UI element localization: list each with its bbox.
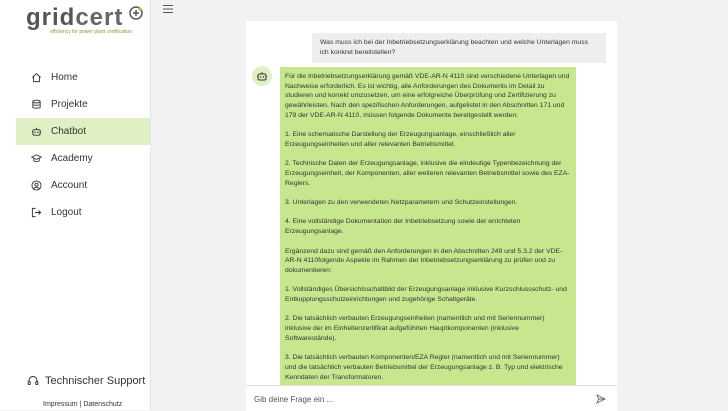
bot-paragraph: 1. Vollständiges Übersichtsschaltbild der Erzeugungsanlage inklusive Kurzschlussschutz- und Entkupplungsschutzeinrichtungen und zugehörige Schaltgeräte. (285, 286, 567, 304)
sidebar-item-projekte[interactable] (16, 91, 150, 118)
logo-mark-icon (129, 6, 143, 20)
bot-paragraph: 3. Unterlagen zu den verwendeten Netzparametern und Schutzeinstellungen. (285, 199, 518, 207)
menu-icon[interactable] (162, 4, 174, 14)
logo[interactable] (26, 4, 146, 36)
sidebar-item-label: Chatbot (51, 126, 87, 137)
bot-paragraph: Für die Inbetriebsetzungserklärung gemäß VDE-AR-N 4110 sind verschiedene Unterlagen und Nachweise erforderlich. Es ist wichtig, alle Anforderungen des Dokuments im Detail zu studieren und korrekt umzusetzen, um eine erfolgreiche Überprüfung und Zertifizierung zu gewährleisten. Nach den spezifischen Anforderungen, aufgelistet in den Abschnitten 171 und 179 der VDE-AR-N 4110, müssen folgende Dokumente bereitgestellt werden: (285, 73, 570, 119)
bot-paragraph: 4. Eine vollständige Dokumentation der Inbetriebsetzung sowie der errichteten Erzeugungsanlage. (285, 218, 521, 236)
sidebar-item-label: Academy (51, 153, 93, 164)
graduation-cap-icon (31, 153, 42, 164)
sidebar-item-academy[interactable] (16, 145, 150, 172)
sidebar-item-logout[interactable] (16, 199, 150, 226)
sidebar-item-label: Home (51, 72, 78, 83)
chat-input-bar (246, 385, 617, 411)
robot-icon (256, 70, 268, 82)
chat-panel (246, 21, 617, 385)
user-message: Was muss ich bei der Inbetriebsetzungserklärung beachten und welche Unterlagen muss ich konkret bereitstellen? (312, 33, 606, 63)
send-icon[interactable] (596, 394, 606, 404)
sidebar-item-label: Logout (51, 207, 82, 218)
sidebar-item-chatbot[interactable] (16, 118, 150, 145)
home-icon (31, 72, 42, 83)
bot-paragraph: Ergänzend dazu sind gemäß den Anforderungen in den Abschnitten 249 und 5.3.2 der VDE-AR-N 4110folgende Aspekte im Rahmen der Inbetriebsetzungserklärung zu prüfen und zu dokumentieren: (285, 247, 563, 274)
technical-support-link[interactable] (27, 375, 145, 387)
bot-paragraph: 1. Eine schematische Darstellung der Erzeugungsanlage, einschließlich aller Erzeugungseinheiten und aller relevanten Betriebsmittel. (285, 131, 516, 148)
sidebar-item-label: Projekte (51, 99, 88, 110)
footer-links[interactable]: Impressum | Datenschutz (43, 401, 123, 408)
bot-paragraph: 2. Technische Daten der Erzeugungsanlage, inklusive die eindeutige Typenbezeichnung der Erzeugungseinheit, der Komponenten, aller weiteren relevanten Betriebsmittel sowie des EZA-Reglers. (285, 160, 570, 187)
user-circle-icon (31, 180, 42, 191)
brand-tagline: efficiency for power plant certification (50, 29, 132, 35)
logout-icon (31, 207, 42, 218)
headset-icon (27, 375, 39, 387)
sidebar (0, 0, 151, 410)
question-input[interactable] (252, 391, 576, 407)
sidebar-item-label: Account (51, 180, 88, 191)
robot-icon (31, 126, 42, 137)
sidebar-item-home[interactable] (16, 64, 150, 91)
bot-avatar (252, 66, 272, 86)
bot-message (280, 67, 576, 385)
brand-name: gridcert (26, 4, 124, 31)
support-label: Technischer Support (45, 375, 146, 387)
sidebar-item-account[interactable] (16, 172, 150, 199)
database-icon (31, 99, 42, 110)
bot-paragraph: 2. Die tatsächlich verbauten Erzeugungseinheiten (namentlich und mit Seriennummer) inklusive der im Einheitenzertifikat aufgeführten Hauptkomponenten (inklusive Softwarestände). (285, 315, 545, 342)
sidebar-nav (16, 64, 150, 226)
bot-paragraph: 3. Die tatsächlich verbauten Komponenten/EZA Regler (namentlich und mit Seriennummer) und die tatsächlich verbauten Betriebsmittel der Erzeugungsanlage z. B. Typ und elektrische Kenndaten der Transformatoren. (285, 354, 563, 381)
